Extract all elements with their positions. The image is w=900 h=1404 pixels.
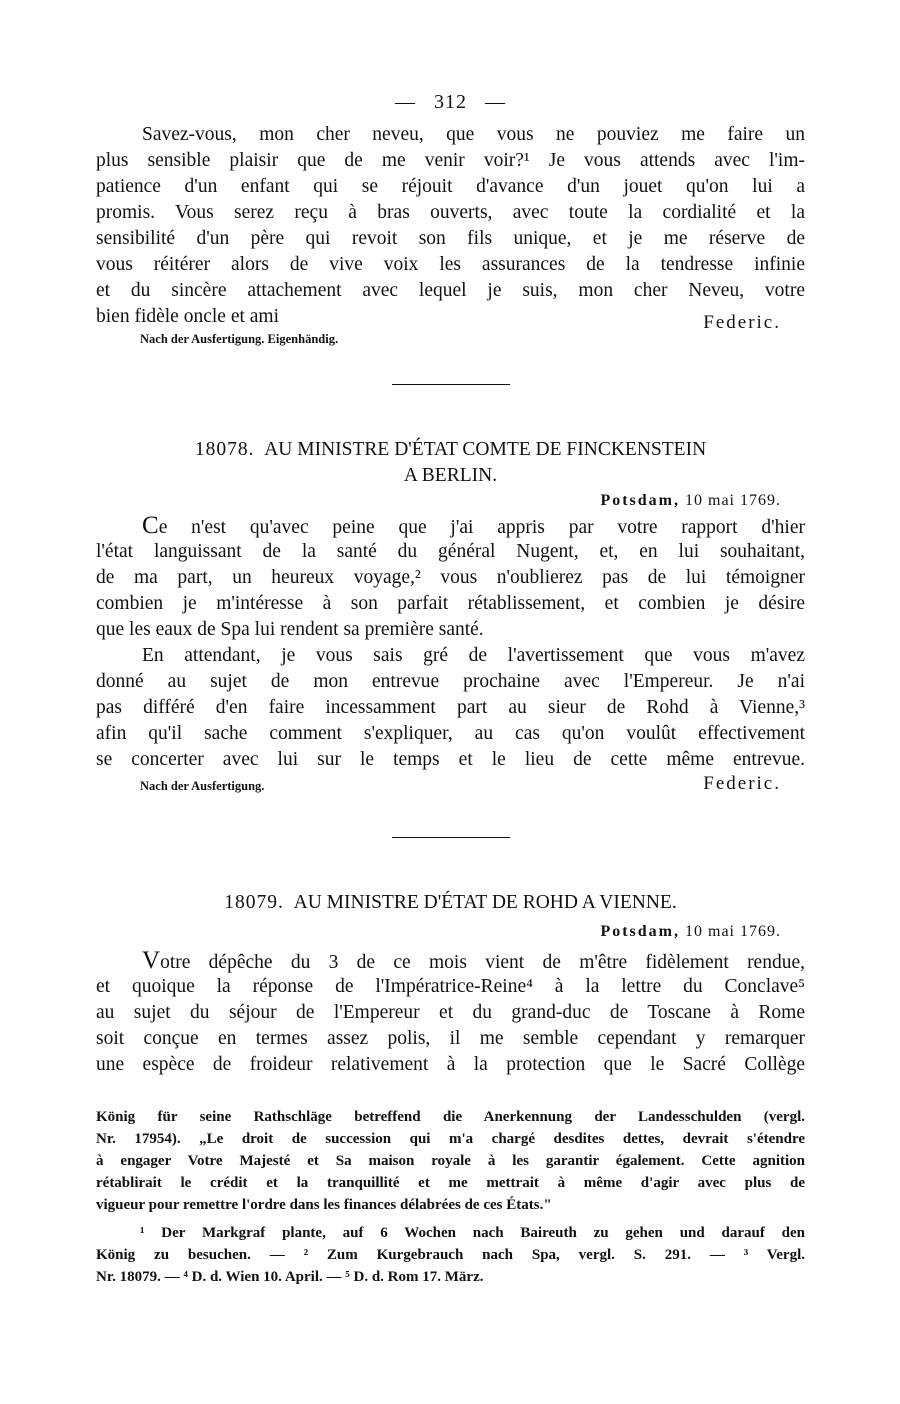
dateline-date: 10 mai 1769.: [685, 923, 781, 940]
footnote-line: vigueur pour remettre l'ordre dans les finances délabrées de ces États.": [96, 1197, 552, 1213]
book-page: [96, 88, 805, 1288]
dateline-place: Potsdam,: [600, 492, 680, 509]
text-line: Savez-vous, mon cher neveu, que vous ne pouviez me faire un: [142, 124, 805, 145]
text-line: En attendant, je vous sais gré de l'avertissement que vous m'avez: [142, 645, 805, 666]
text-line: donné au sujet de mon entrevue prochaine avec l'Empereur. Je n'ai: [96, 671, 805, 692]
text-line: patience d'un enfant qui se réjouit d'avance d'un jouet qu'on lui a: [96, 176, 805, 197]
page-number-header: — 312 —: [395, 91, 506, 113]
signature: Federic.: [703, 312, 781, 333]
heading-line-1: AU MINISTRE D'ÉTAT DE ROHD A VIENNE.: [293, 892, 677, 913]
text-line: plus sensible plaisir que de me venir voir?¹ Je vous attends avec l'im-: [96, 150, 805, 171]
dateline-place: Potsdam,: [600, 923, 680, 940]
source-note: Nach der Ausfertigung.: [140, 779, 265, 793]
footnote-line: Nr. 18079. — ⁴ D. d. Wien 10. April. — ⁵ D. d. Rom 17. März.: [96, 1269, 484, 1285]
letter-17-end: [96, 122, 805, 354]
letter-number: 18079.: [224, 892, 284, 913]
dateline: [96, 489, 805, 513]
letter-18078: [96, 437, 805, 801]
footnotes: [96, 1106, 805, 1288]
text-line: Votre dépêche du 3 de ce mois vient de m'être fidèlement rendue,: [142, 947, 805, 974]
text-line: Ce n'est qu'avec peine que j'ai appris par votre rapport d'hier: [142, 512, 805, 539]
text-line: l'état languissant de la santé du général Nugent, et, en lui souhaitant,: [96, 541, 805, 562]
text-line: combien je m'intéresse à son parfait rétablissement, et combien je désire: [96, 593, 805, 614]
text-line: vous réitérer alors de vive voix les assurances de la tendresse infinie: [96, 254, 805, 275]
text-line: que les eaux de Spa lui rendent sa première santé.: [96, 619, 484, 640]
letter-number: 18078.: [194, 439, 255, 460]
text-line: promis. Vous serez reçu à bras ouverts, avec toute la cordialité et la: [96, 202, 805, 223]
heading-line-2: A BERLIN.: [403, 465, 498, 486]
source-note-row: [96, 773, 805, 801]
footnote-line: ¹ Der Markgraf plante, auf 6 Wochen nach Baireuth zu gehen und darauf den: [140, 1225, 805, 1241]
footnote-line: Nr. 17954). „Le droit de succession qui m'a chargé desdites dettes, devrait s'étendre: [96, 1131, 805, 1147]
closing-row: [96, 304, 805, 333]
text-line: de ma part, un heureux voyage,² vous n'oublierez pas de lui témoigner: [96, 567, 805, 588]
footnote-line: rétablirait le crédit et la tranquillité et me mettrait à même d'agir avec plus de: [96, 1175, 805, 1191]
source-note: Nach der Ausfertigung. Eigenhändig.: [140, 332, 339, 346]
text-line: et quoique la réponse de l'Impératrice-Reine⁴ à la lettre du Conclave⁵: [96, 976, 805, 997]
dateline-date: 10 mai 1769.: [685, 492, 781, 509]
text-line: se concerter avec lui sur le temps et le lieu de cette même entrevue.: [96, 749, 805, 770]
source-note-row: [96, 330, 805, 354]
text-line: sensibilité d'un père qui revoit son fils unique, et je me réserve de: [96, 228, 805, 249]
signature: Federic.: [703, 773, 781, 794]
text-line: et du sincère attachement avec lequel je suis, mon cher Neveu, votre: [96, 280, 805, 301]
footnote-line: à engager Votre Majesté et Sa maison royale à les garantir également. Cette agnition: [96, 1153, 805, 1169]
text-line: au sujet du séjour de l'Empereur et du grand-duc de Toscane à Rome: [96, 1002, 805, 1023]
initial-letter: V: [142, 947, 161, 974]
initial-letter: C: [142, 512, 159, 539]
text-line: afin qu'il sache comment s'expliquer, au cas qu'on voulût effectivement: [96, 723, 805, 744]
heading-line-1: AU MINISTRE D'ÉTAT COMTE DE FINCKENSTEIN: [264, 439, 707, 460]
text-line: bien fidèle oncle et ami: [96, 306, 280, 327]
letter-18079: [96, 890, 805, 1078]
text-line: pas différé d'en faire incessamment part au sieur de Rohd à Vienne,³: [96, 697, 805, 718]
dateline: [96, 920, 805, 944]
text-line: une espèce de froideur relativement à la protection que le Sacré Collège: [96, 1054, 805, 1075]
page-number: 312: [434, 91, 467, 113]
letter-heading: [96, 890, 805, 916]
text-line: soit conçue en termes assez polis, il me semble cependant y remarquer: [96, 1028, 805, 1049]
letter-heading: [96, 437, 805, 463]
footnote-line: König zu besuchen. — ² Zum Kurgebrauch nach Spa, vergl. S. 291. — ³ Vergl.: [96, 1247, 805, 1263]
footnote-line: König für seine Rathschläge betreffend die Anerkennung der Landesschulden (vergl.: [96, 1109, 805, 1125]
